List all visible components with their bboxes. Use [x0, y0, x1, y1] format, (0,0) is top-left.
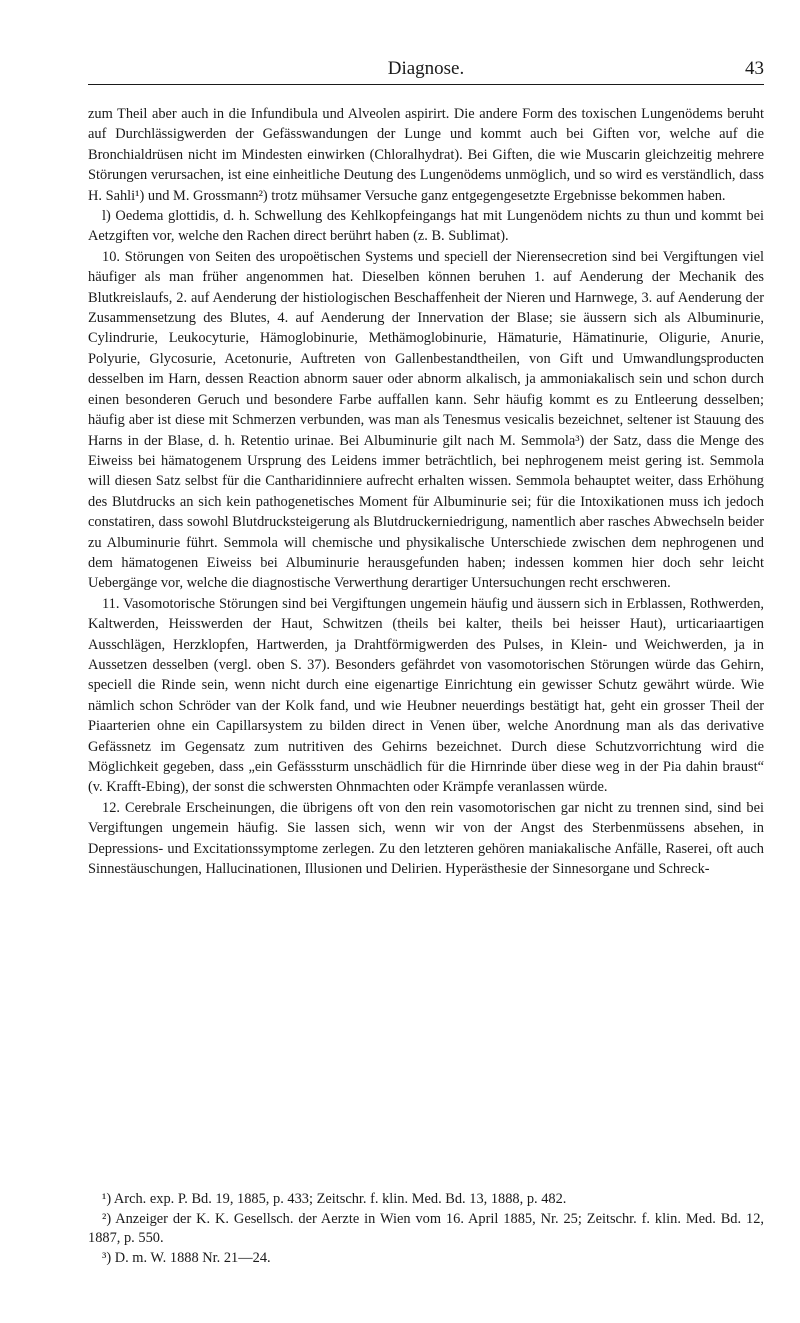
- paragraph-uropoetisches-system: 10. Störungen von Seiten des uropoëtischen Systems und speciell der Nierensecretion sind bei Vergiftungen viel häufiger als man früher angenommen hat. Dieselben können beruhen 1. auf Aenderung der Mechanik des Blutkreislaufs, 2. auf Aenderung der histiologischen Beschaffenheit der Nieren und Harnwege, 3. auf Aenderung der Zusammensetzung des Blutes, 4. auf Aenderung der Innervation der Blase; sie äussern sich als Albuminurie, Cylindrurie, Leukocyturie, Hämoglobinurie, Methämoglobinurie, Hämaturie, Hämatinurie, Oligurie, Anurie, Polyurie, Glycosurie, Acetonurie, Auftreten von Gallenbestandtheilen, von Gift und Umwandlungsproducten desselben im Harn, dessen Reaction abnorm sauer oder abnorm alkalisch, ja ammoniakalisch sein und schon durch einen besonderen Geruch und besondere Farbe auffallen kann. Sehr häufig kommt es zu Entleerung desselben; häufig aber ist diese mit Schmerzen verbunden, was man als Tenesmus vesicalis bezeichnet, seltener ist Stauung des Harns in der Blase, d. h. Retentio urinae. Bei Albuminurie gilt nach M. Semmola³) der Satz, dass die Menge des Eiweiss bei hämatogenem Ursprung des Leidens immer beträchtlich, bei nephrogenem meist gering ist. Semmola will diesen Satz selbst für die Cantharidinniere aufrecht erhalten wissen. Semmola behauptet weiter, dass Erhöhung des Blutdrucks an sich kein pathogenetisches Moment für Albuminurie sei; für die Intoxikationen muss ich jedoch constatiren, dass sowohl Blutdrucksteigerung als Blutdruckerniedrigung, namentlich aber rasches Abwechseln beider zu Albuminurie führt. Semmola will chemische und physikalische Unterschiede zwischen dem nephrogenen und dem hämatogenen Eiweiss bei Albuminurie herausgefunden haben; indessen kommen hier doch sehr leicht Uebergänge vor, welche die diagnostische Verwerthung derartiger Untersuchungen recht erschweren.: [88, 248, 764, 592]
- footnote-1: ¹) Arch. exp. P. Bd. 19, 1885, p. 433; Zeitschr. f. klin. Med. Bd. 13, 1888, p. 482.: [102, 1191, 567, 1207]
- paragraph-cerebrale-erscheinungen: 12. Cerebrale Erscheinungen, die übrigens oft von den rein vasomotorischen gar nicht zu trennen sind, sind bei Vergiftungen ungemein häufig. Sie lassen sich, wenn wir von der Angst des Sterbenmüssens absehen, in Depressions- und Excitationssymptome zerlegen. Zu den letzteren gehören maniakalische Anfälle, Raserei, oft auch Sinnestäuschungen, Hallucinationen, Illusionen und Delirien. Hyperästhesie der Sinnesorgane und Schreck-: [88, 799, 764, 878]
- header-title: Diagnose.: [387, 58, 465, 79]
- footnote-3: ³) D. m. W. 1888 Nr. 21—24.: [102, 1249, 271, 1266]
- footnotes: [88, 1190, 764, 1268]
- page-number: 43: [745, 58, 764, 79]
- paragraph-vasomotorische-stoerungen: 11. Vasomotorische Störungen sind bei Vergiftungen ungemein häufig und äussern sich in Erblassen, Rothwerden, Kaltwerden, Heisswerden der Haut, Schwitzen (theils bei kalter, theils bei heisser Haut), urticariaartigen Ausschlägen, Herzklopfen, Hartwerden, ja Drahtförmigwerden des Pulses, in Klein- und Weichwerden, ja in Aussetzen desselben (vergl. oben S. 37). Besonders gefährdet von vasomotorischen Störungen würde das Gehirn, speciell die Rinde sein, wenn nicht durch eine eigenartige Einrichtung ein gewisser Schutz gewährt würde. Wie nämlich schon Schröder van der Kolk fand, und wie Heubner neuerdings bestätigt hat, geht ein grosser Theil der Piaarterien ohne ein Capillarsystem zu bilden direct in Venen über, welche Anordnung man als das derivative Gefässnetz im Gegensatz zum nutritiven des Gehirns bezeichnet. Durch diese Schutzvorrichtung wird die Möglichkeit gegeben, dass „ein Gefässsturm unschädlich für die Hirnrinde über diese weg in der Pia dahin braust“ (v. Krafft-Ebing), der sonst die schwersten Ohnmachten oder Krämpfe veranlassen würde.: [88, 595, 764, 796]
- paragraph-lungenoedem: zum Theil aber auch in die Infundibula und Alveolen aspirirt. Die andere Form des toxischen Lungenödems beruht auf Durchlässigwerden der Gefässwandungen der Lunge und kommt auch bei Giften vor, welche auf die Bronchialdrüsen nicht im Mindesten einwirken (Chloralhydrat). Bei Giften, die wie Muscarin gleichzeitig mehrere Störungen verursachen, ist eine einheitliche Deutung des Lungenödems unmöglich, und so wird es verständlich, dass H. Sahli¹) und M. Grossmann²) trotz mühsamer Versuche ganz entgegengesetzte Ergebnisse bekommen haben.: [88, 106, 764, 204]
- running-header: [88, 58, 764, 85]
- footnote-2: ²) Anzeiger der K. K. Gesellsch. der Aerzte in Wien vom 16. April 1885, Nr. 25; Zeitschr. f. klin. Med. Bd. 12, 1887, p. 550.: [88, 1210, 764, 1246]
- body-text: [88, 104, 764, 879]
- paragraph-oedema-glottidis: l) Oedema glottidis, d. h. Schwellung des Kehlkopfeingangs hat mit Lungenödem nichts zu thun und kommt bei Aetzgiften vor, welche den Rachen direct berührt haben (z. B. Sublimat).: [88, 208, 764, 245]
